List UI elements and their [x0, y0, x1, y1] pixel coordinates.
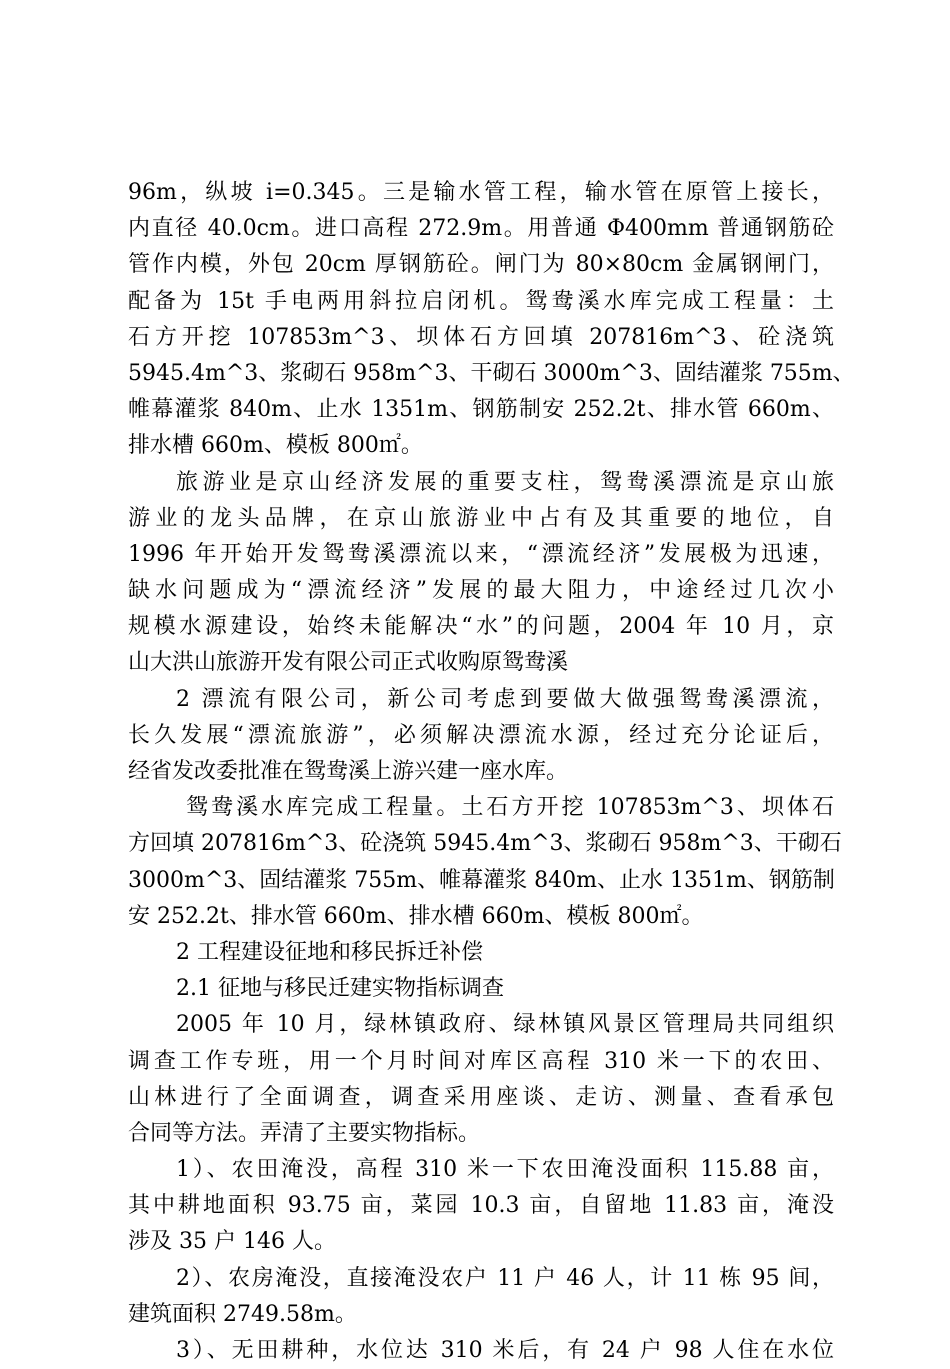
- document-body: [128, 175, 855, 1369]
- text-line: 经省发改委批准在鸳鸯溪上游兴建一座水库。: [128, 759, 569, 784]
- text-line: 山林进行了全面调查，调查采用座谈、走访、测量、查看承包: [128, 1084, 834, 1110]
- text-line: 石方开挖 107853m^3、坝体石方回填 207816m^3、砼浇筑: [128, 324, 834, 350]
- text-line: 1996 年开始开发鸳鸯溪漂流以来，“漂流经济”发展极为迅速，: [128, 541, 834, 567]
- text-line: 建筑面积 2749.58m。: [128, 1301, 357, 1327]
- text-line: 3000m^3、固结灌浆 755m、帷幕灌浆 840m、止水 1351m、钢筋制: [128, 867, 835, 893]
- paragraph-first-line: 2005 年 10 月，绿林镇政府、绿林镇风景区管理局共同组织: [176, 1012, 834, 1038]
- text-line: 山大洪山旅游开发有限公司正式收购原鸳鸯溪: [128, 650, 569, 676]
- text-line: 调查工作专班，用一个月时间对库区高程 310 米一下的农田、: [128, 1048, 834, 1074]
- paragraph-first-line: 鸳鸯溪水库完成工程量。土石方开挖 107853m^3、坝体石: [186, 795, 834, 821]
- text-line: 方回填 207816m^3、砼浇筑 5945.4m^3、浆砌石 958m^3、干砌石: [128, 831, 842, 857]
- text-line: 管作内模，外包 20cm 厚钢筋砼。闸门为 80×80cm 金属钢闸门，: [128, 252, 834, 278]
- text-line: 长久发展“漂流旅游”，必须解决漂流水源，经过充分论证后，: [128, 722, 834, 748]
- list-item-first-line: 3）、无田耕种，水位达 310 米后，有 24 户 98 人住在水位: [176, 1338, 834, 1363]
- text-line: 合同等方法。弄清了主要实物指标。: [128, 1120, 481, 1146]
- text-line: 规模水源建设，始终未能解决“水”的问题，2004 年 10 月，京: [128, 614, 834, 640]
- text-line: 配备为 15t 手电两用斜拉启闭机。鸳鸯溪水库完成工程量：土: [128, 288, 834, 314]
- subsection-heading: 2.1 征地与移民迁建实物指标调查: [176, 976, 504, 1002]
- text-line: 涉及 35 户 146 人。: [128, 1229, 336, 1255]
- text-line: 游业的龙头品牌，在京山旅游业中占有及其重要的地位，自: [128, 505, 834, 531]
- text-line: 排水槽 660m、模板 800㎡。: [128, 433, 423, 459]
- text-line: 其中耕地面积 93.75 亩，菜园 10.3 亩，自留地 11.83 亩，淹没: [128, 1193, 834, 1219]
- text-line: 帷幕灌浆 840m、止水 1351m、钢筋制安 252.2t、排水管 660m、: [128, 397, 834, 423]
- text-line: 5945.4m^3、浆砌石 958m^3、干砌石 3000m^3、固结灌浆 755m、: [128, 360, 855, 386]
- text-line: 内直径 40.0cm。进口高程 272.9m。用普通 Φ400mm 普通钢筋砼: [128, 216, 834, 242]
- section-heading: 2 工程建设征地和移民拆迁补偿: [176, 939, 483, 965]
- text-line: 安 252.2t、排水管 660m、排水槽 660m、模板 800㎡。: [128, 903, 704, 929]
- list-item-first-line: 1）、农田淹没，高程 310 米一下农田淹没面积 115.88 亩，: [176, 1157, 834, 1183]
- text-line: 96m，纵坡 i=0.345。三是输水管工程，输水管在原管上接长，: [128, 180, 834, 205]
- list-item-first-line: 2）、农房淹没，直接淹没农户 11 户 46 人，计 11 栋 95 间，: [176, 1265, 834, 1291]
- text-line: 缺水问题成为“漂流经济”发展的最大阻力，中途经过几次小: [128, 578, 834, 604]
- paragraph-first-line: 2 漂流有限公司，新公司考虑到要做大做强鸳鸯溪漂流，: [176, 686, 834, 712]
- paragraph-first-line: 旅游业是京山经济发展的重要支柱，鸳鸯溪漂流是京山旅: [176, 469, 834, 495]
